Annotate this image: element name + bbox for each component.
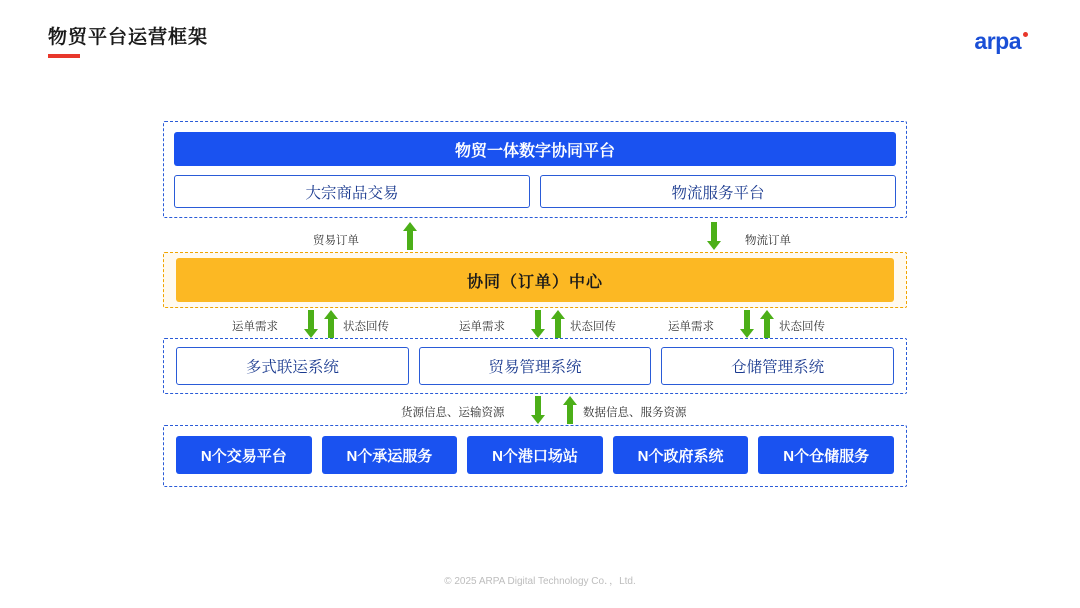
arrow-waybill-demand-1 xyxy=(304,310,318,338)
arrow-resource-right xyxy=(563,396,577,424)
platform-sub-box-1[interactable]: 物流服务平台 xyxy=(540,175,896,208)
page-title: 物贸平台运营框架 xyxy=(48,27,209,48)
platform-sub-box-0[interactable]: 大宗商品交易 xyxy=(174,175,530,208)
label-status-return-2: 状态回传 xyxy=(570,321,616,333)
arrow-logistics-order-down xyxy=(707,222,721,250)
arrow-shaft xyxy=(407,231,413,250)
arrow-trade-order-up xyxy=(403,222,417,250)
label-logistics-order: 物流订单 xyxy=(745,235,791,247)
arrow-head-icon xyxy=(403,222,417,231)
arrow-shaft xyxy=(567,405,573,424)
footer-copyright: © 2025 ARPA Digital Technology Co．，Ltd. xyxy=(444,576,636,587)
label-waybill-demand-2: 运单需求 xyxy=(459,321,505,333)
node-box-1[interactable]: N个承运服务 xyxy=(322,436,458,474)
label-waybill-demand-3: 运单需求 xyxy=(668,321,714,333)
tier-platform xyxy=(163,121,907,218)
arrow-resource-left xyxy=(531,396,545,424)
system-box-2[interactable]: 仓储管理系统 xyxy=(661,347,894,385)
arrow-head-icon xyxy=(324,310,338,319)
arrow-waybill-demand-2 xyxy=(531,310,545,338)
node-box-4[interactable]: N个仓储服务 xyxy=(758,436,894,474)
label-status-return-1: 状态回传 xyxy=(343,321,389,333)
arrow-head-icon xyxy=(740,329,754,338)
systems-row xyxy=(176,347,894,385)
arrow-head-icon xyxy=(551,310,565,319)
arrow-shaft xyxy=(535,310,541,329)
label-status-return-3: 状态回传 xyxy=(779,321,825,333)
arrow-head-icon xyxy=(760,310,774,319)
arrow-waybill-demand-3 xyxy=(740,310,754,338)
node-box-3[interactable]: N个政府系统 xyxy=(613,436,749,474)
arrow-head-icon xyxy=(707,241,721,250)
arrow-shaft xyxy=(555,319,561,338)
label-resource-right: 数据信息、服务资源 xyxy=(583,407,687,419)
arrow-status-return-1 xyxy=(324,310,338,338)
tier-systems xyxy=(163,338,907,394)
arrow-head-icon xyxy=(304,329,318,338)
coordination-center-box[interactable]: 协同（订单）中心 xyxy=(176,258,894,302)
brand-dot-icon xyxy=(1023,32,1028,37)
node-box-0[interactable]: N个交易平台 xyxy=(176,436,312,474)
framework-diagram xyxy=(0,100,1080,520)
arrow-head-icon xyxy=(531,329,545,338)
node-box-2[interactable]: N个港口场站 xyxy=(467,436,603,474)
brand-logo-text: arpa xyxy=(974,28,1021,54)
arrow-shaft xyxy=(535,396,541,415)
label-trade-order: 贸易订单 xyxy=(313,235,359,247)
arrow-shaft xyxy=(328,319,334,338)
brand-logo xyxy=(974,28,1028,55)
arrow-shaft xyxy=(764,319,770,338)
system-box-0[interactable]: 多式联运系统 xyxy=(176,347,409,385)
tier-nodes xyxy=(163,425,907,487)
label-waybill-demand-1: 运单需求 xyxy=(232,321,278,333)
system-box-1[interactable]: 贸易管理系统 xyxy=(419,347,652,385)
label-resource-left: 货源信息、运输资源 xyxy=(401,407,505,419)
arrow-shaft xyxy=(711,222,717,241)
arrow-head-icon xyxy=(531,415,545,424)
tier-coordination-center xyxy=(163,252,907,308)
platform-sub-row xyxy=(174,175,896,208)
arrow-head-icon xyxy=(563,396,577,405)
arrow-status-return-3 xyxy=(760,310,774,338)
arrow-status-return-2 xyxy=(551,310,565,338)
title-underline xyxy=(48,54,80,58)
arrow-shaft xyxy=(744,310,750,329)
arrow-shaft xyxy=(308,310,314,329)
platform-main-box[interactable]: 物贸一体数字协同平台 xyxy=(174,132,896,166)
nodes-row xyxy=(176,436,894,474)
